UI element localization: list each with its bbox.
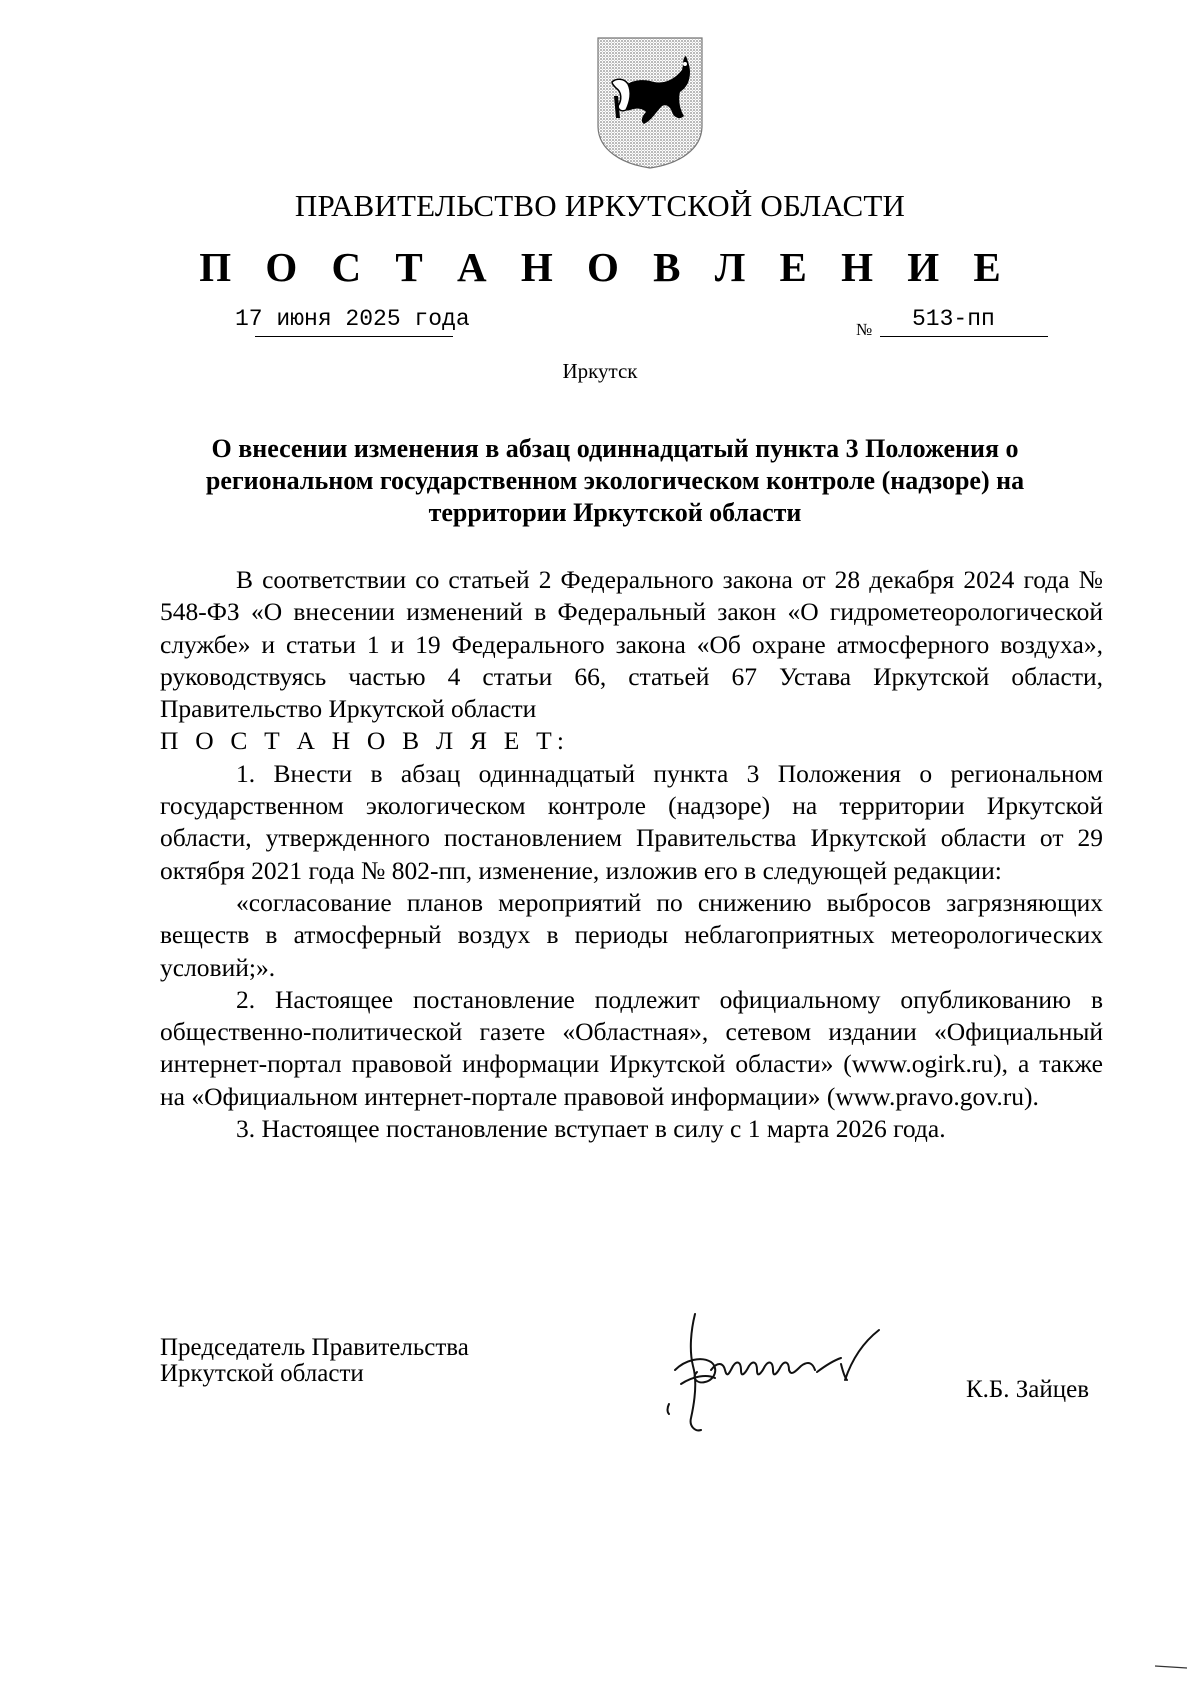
handwritten-signature-icon xyxy=(645,1300,925,1450)
item-2-paragraph: 2. Настоящее постановление подлежит официальному опубликованию в общественно-политической газете «Областная», сетевом издании «Официальный интернет-портал правовой информации Иркутской области» (www.ogirk.ru), а также на «Официальном интернет-портале правовой информации» (www.pravo.gov.ru). xyxy=(160,984,1103,1111)
government-title: ПРАВИТЕЛЬСТВО ИРКУТСКОЙ ОБЛАСТИ xyxy=(294,188,906,223)
document-number: 513-пп xyxy=(912,306,995,332)
coat-of-arms-icon xyxy=(594,34,706,170)
signatory-name: К.Б. Зайцев xyxy=(966,1376,1090,1403)
preamble-paragraph: В соответствии со статьей 2 Федерального закона от 28 декабря 2024 года № 548-ФЗ «О внесении изменений в Федеральный закон «О гидрометеорологической службе» и статьи 1 и 19 Федерального закона «Об охране атмосферного воздуха», руководствуясь частью 4 статьи 66, статьей 67 Устава Иркутской области, Правительство Иркутской области xyxy=(160,565,1103,724)
item-1-quote: «согласование планов мероприятий по снижению выбросов загрязняющих веществ в атмосферный воздух в периоды неблагоприятных метеорологических условий;». xyxy=(160,887,1103,982)
signatory-position-line2: Иркутской области xyxy=(160,1360,364,1387)
date-underline xyxy=(255,336,453,337)
city-name: Иркутск xyxy=(562,359,638,383)
number-underline xyxy=(880,336,1048,337)
signatory-position xyxy=(160,1335,469,1387)
scan-mark-icon xyxy=(1155,1662,1187,1672)
document-type-title: П О С Т А Н О В Л Е Н И Е xyxy=(199,244,1013,290)
signatory-position-line1: Председатель Правительства xyxy=(160,1334,469,1361)
resolves-heading: П О С Т А Н О В Л Я Е Т: xyxy=(160,726,570,756)
document-date: 17 июня 2025 года xyxy=(235,306,470,332)
number-sign: № xyxy=(856,320,873,339)
document-subject: О внесении изменения в абзац одиннадцатый пункта 3 Положения о региональном государственном экологическом контроле (надзоре) на территории Иркутской области xyxy=(205,434,1025,527)
document-body xyxy=(160,564,1103,1145)
item-3-paragraph: 3. Настоящее постановление вступает в силу с 1 марта 2026 года. xyxy=(236,1114,946,1144)
item-1-paragraph: 1. Внести в абзац одиннадцатый пункта 3 Положения о региональном государственном экологическом контроле (надзоре) на территории Иркутской области, утвержденного постановлением Правительства Иркутской области от 29 октября 2021 года № 802-пп, изменение, изложив его в следующей редакции: xyxy=(160,758,1103,885)
